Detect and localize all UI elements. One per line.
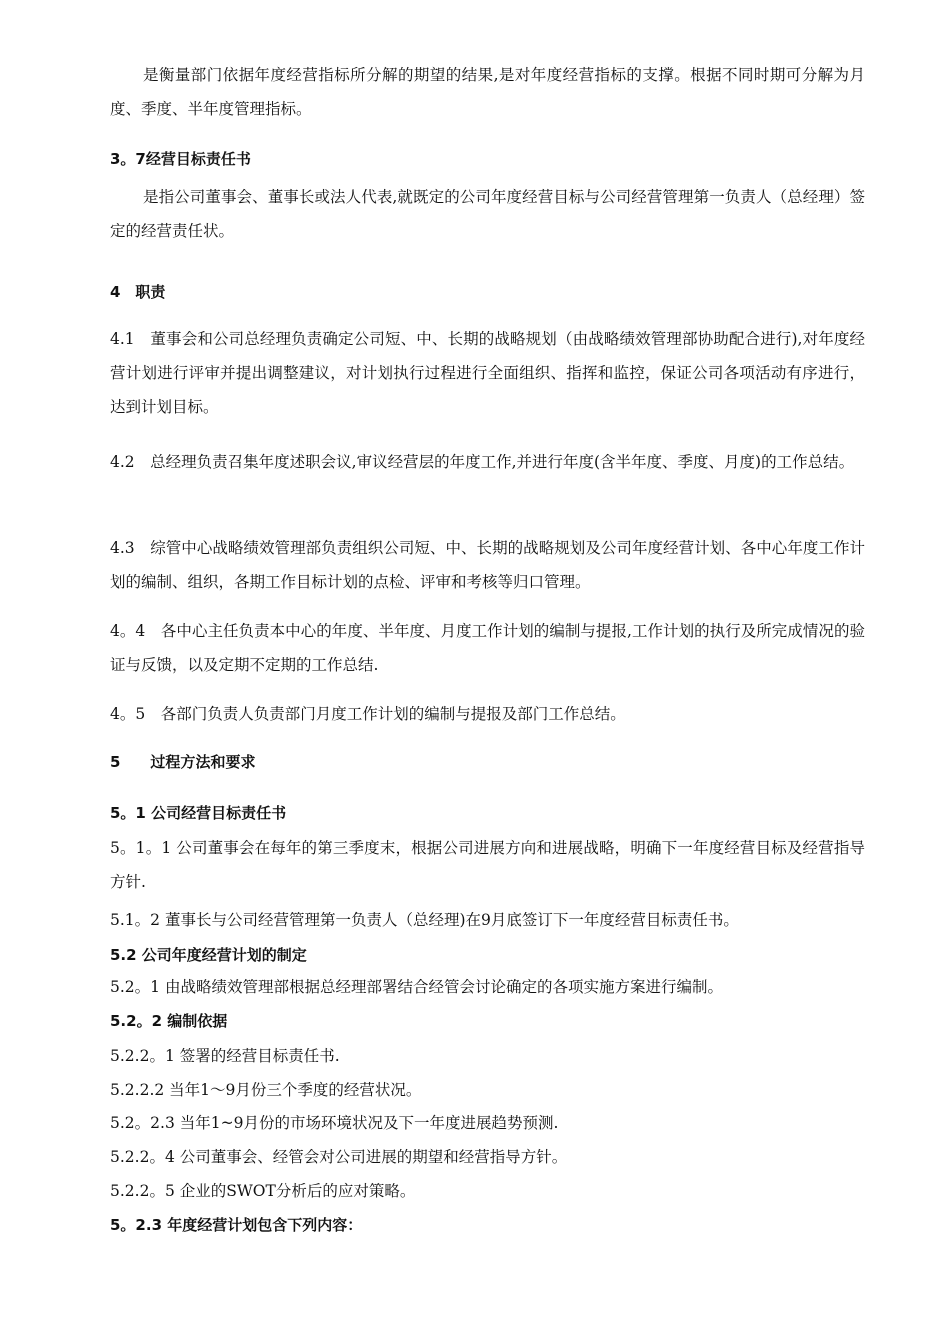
paragraph-4-2: 4.2 总经理负责召集年度述职会议,审议经营层的年度工作,并进行年度(含半年度、季度、月度)的工作总结。 xyxy=(110,453,855,471)
paragraph-5-1-1: 5。1。1 公司董事会在每年的第三季度末，根据公司进展方向和进展战略，明确下一年度经营目标及经营指导方针. xyxy=(110,839,865,891)
heading-5: 5 过程方法和要求 xyxy=(110,753,256,771)
paragraph-4-5: 4。5 各部门负责人负责部门月度工作计划的编制与提报及部门工作总结。 xyxy=(110,705,626,723)
paragraph-management-indicators: 是衡量部门依据年度经营指标所分解的期望的结果,是对年度经营指标的支撑。根据不同时期可分解为月度、季度、半年度管理指标。 xyxy=(110,66,865,118)
heading-5-1: 5。1 公司经营目标责任书 xyxy=(110,804,287,822)
paragraph-5-2-2-3: 5.2。2.3 当年1~9月份的市场环境状况及下一年度进展趋势预测. xyxy=(110,1114,559,1132)
heading-4: 4 职责 xyxy=(110,283,166,301)
paragraph-4-1: 4.1 董事会和公司总经理负责确定公司短、中、长期的战略规划（由战略绩效管理部协助配合进行),对年度经营计划进行评审并提出调整建议，对计划执行过程进行全面组织、指挥和监控，保证公司各项活动有序进行，达到计划目标。 xyxy=(110,330,865,416)
paragraph-4-3: 4.3 综管中心战略绩效管理部负责组织公司短、中、长期的战略规划及公司年度经营计划、各中心年度工作计划的编制、组织，各期工作目标计划的点检、评审和考核等归口管理。 xyxy=(110,539,865,591)
paragraph-responsibility-letter: 是指公司董事会、董事长或法人代表,就既定的公司年度经营目标与公司经营管理第一负责人（总经理）签定的经营责任状。 xyxy=(110,188,865,240)
paragraph-5-1-2: 5.1。2 董事长与公司经营管理第一负责人（总经理)在9月底签订下一年度经营目标责任书。 xyxy=(110,911,739,929)
paragraph-5-2-2-4: 5.2.2。4 公司董事会、经管会对公司进展的期望和经营指导方针。 xyxy=(110,1148,568,1166)
heading-5-2: 5.2 公司年度经营计划的制定 xyxy=(110,946,307,964)
paragraph-5-2-2-2: 5.2.2.2 当年1～9月份三个季度的经营状况。 xyxy=(110,1081,422,1099)
paragraph-4-4: 4。4 各中心主任负责本中心的年度、半年度、月度工作计划的编制与提报,工作计划的执行及所完成情况的验证与反馈，以及定期不定期的工作总结. xyxy=(110,622,865,674)
paragraph-5-2-1: 5.2。1 由战略绩效管理部根据总经理部署结合经管会讨论确定的各项实施方案进行编制。 xyxy=(110,978,723,996)
heading-3-7: 3。7经营目标责任书 xyxy=(110,150,251,168)
paragraph-5-2-2-1: 5.2.2。1 签署的经营目标责任书. xyxy=(110,1047,340,1065)
heading-5-2-2: 5.2。2 编制依据 xyxy=(110,1012,228,1030)
heading-5-2-3: 5。2.3 年度经营计划包含下列内容： xyxy=(110,1216,363,1234)
paragraph-5-2-2-5: 5.2.2。5 企业的SWOT分析后的应对策略。 xyxy=(110,1182,416,1200)
